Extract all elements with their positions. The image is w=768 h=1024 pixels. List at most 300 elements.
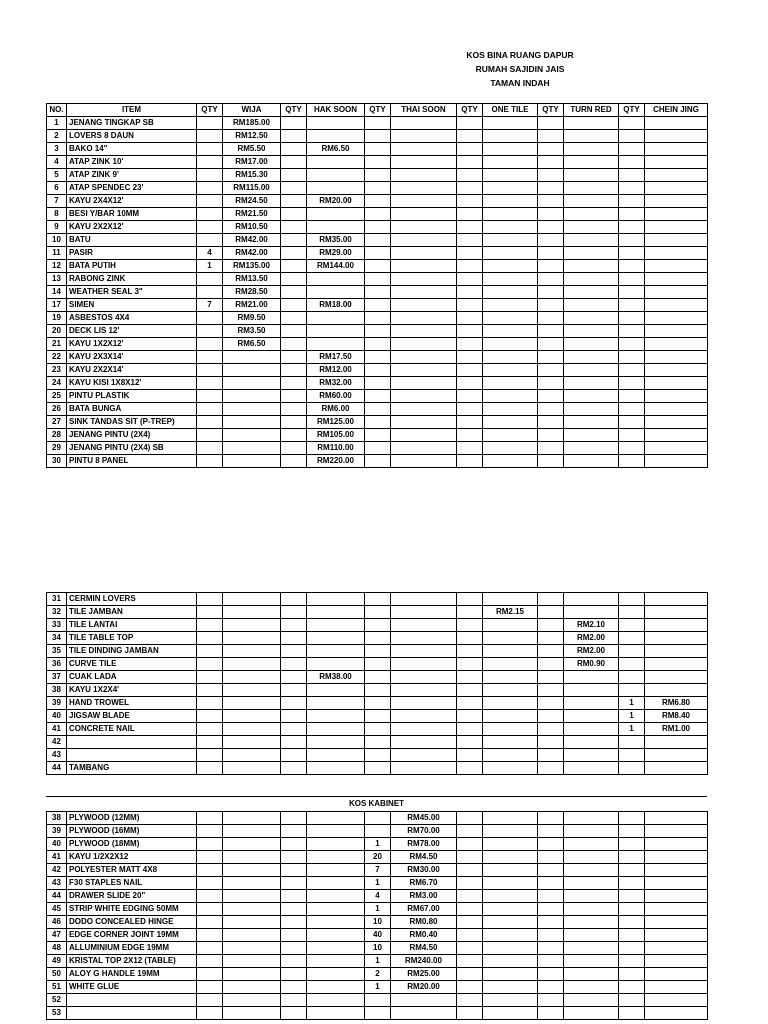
cell-wija: RM5.50 — [223, 143, 281, 156]
cell-qty-turn-red — [538, 351, 564, 364]
cell-wija — [223, 697, 281, 710]
cell-qty-chein-jing — [619, 312, 645, 325]
cell-qty-hak-soon — [281, 247, 307, 260]
cell-wija — [223, 606, 281, 619]
cell-one-tile — [483, 351, 538, 364]
cell-qty-one-tile — [457, 671, 483, 684]
cell-qty-thai-soon — [365, 710, 391, 723]
cell-no: 43 — [47, 877, 67, 890]
cell-qty-one-tile — [457, 955, 483, 968]
cell-item: BATA BUNGA — [67, 403, 197, 416]
cell-qty-hak-soon — [281, 671, 307, 684]
cell-qty-turn-red — [538, 812, 564, 825]
cell-qty-turn-red — [538, 619, 564, 632]
cell-turn-red — [564, 710, 619, 723]
cell-qty-thai-soon: 1 — [365, 838, 391, 851]
cell-thai-soon — [391, 182, 457, 195]
cell-turn-red — [564, 1007, 619, 1020]
table-row — [47, 338, 708, 351]
cell-qty-thai-soon: 10 — [365, 916, 391, 929]
cell-qty-thai-soon — [365, 312, 391, 325]
cell-one-tile — [483, 377, 538, 390]
cell-one-tile — [483, 736, 538, 749]
cell-one-tile — [483, 312, 538, 325]
cell-qty-chein-jing — [619, 351, 645, 364]
cell-hak-soon — [307, 697, 365, 710]
cell-qty-wija — [197, 645, 223, 658]
cell-wija: RM115.00 — [223, 182, 281, 195]
cell-no: 42 — [47, 736, 67, 749]
cell-one-tile — [483, 968, 538, 981]
cell-qty-wija — [197, 838, 223, 851]
cell-qty-turn-red — [538, 182, 564, 195]
cell-hak-soon — [307, 117, 365, 130]
cell-qty-one-tile — [457, 442, 483, 455]
cell-qty-chein-jing — [619, 403, 645, 416]
cell-hak-soon: RM29.00 — [307, 247, 365, 260]
cell-hak-soon: RM17.50 — [307, 351, 365, 364]
cell-qty-one-tile — [457, 156, 483, 169]
cell-qty-hak-soon — [281, 736, 307, 749]
table-header-row — [47, 104, 708, 117]
cell-qty-one-tile — [457, 325, 483, 338]
cell-wija — [223, 877, 281, 890]
cell-chein-jing — [645, 606, 708, 619]
cell-item: TILE JAMBAN — [67, 606, 197, 619]
cell-qty-chein-jing — [619, 338, 645, 351]
cell-no: 1 — [47, 117, 67, 130]
cell-qty-turn-red — [538, 247, 564, 260]
table-row — [47, 890, 708, 903]
cell-qty-turn-red — [538, 143, 564, 156]
cell-chein-jing — [645, 221, 708, 234]
cell-chein-jing — [645, 684, 708, 697]
cell-qty-wija — [197, 377, 223, 390]
cell-qty-wija: 1 — [197, 260, 223, 273]
cell-no: 41 — [47, 851, 67, 864]
cell-qty-chein-jing — [619, 825, 645, 838]
cell-wija: RM135.00 — [223, 260, 281, 273]
cell-item: PLYWOOD (12MM) — [67, 812, 197, 825]
cell-turn-red — [564, 429, 619, 442]
cell-qty-chein-jing — [619, 325, 645, 338]
cell-thai-soon — [391, 247, 457, 260]
cell-thai-soon — [391, 416, 457, 429]
header-turn-red: TURN RED — [564, 104, 619, 117]
cell-qty-wija — [197, 916, 223, 929]
cell-chein-jing — [645, 890, 708, 903]
cell-qty-hak-soon — [281, 455, 307, 468]
cell-turn-red — [564, 416, 619, 429]
cell-chein-jing: RM8.40 — [645, 710, 708, 723]
table-row — [47, 143, 708, 156]
cell-wija — [223, 955, 281, 968]
cell-no: 23 — [47, 364, 67, 377]
cell-turn-red — [564, 403, 619, 416]
cell-qty-turn-red — [538, 994, 564, 1007]
cell-qty-turn-red — [538, 130, 564, 143]
cell-item: BATU — [67, 234, 197, 247]
cell-qty-hak-soon — [281, 749, 307, 762]
cell-thai-soon: RM78.00 — [391, 838, 457, 851]
cell-turn-red — [564, 994, 619, 1007]
cell-thai-soon — [391, 442, 457, 455]
header-qty-thai-soon: QTY — [365, 104, 391, 117]
cell-one-tile — [483, 169, 538, 182]
cell-thai-soon — [391, 658, 457, 671]
cell-thai-soon — [391, 749, 457, 762]
cell-hak-soon — [307, 606, 365, 619]
cell-qty-thai-soon: 40 — [365, 929, 391, 942]
cell-wija: RM9.50 — [223, 312, 281, 325]
cell-thai-soon — [391, 169, 457, 182]
header-thai-soon: THAI SOON — [391, 104, 457, 117]
cell-qty-wija — [197, 143, 223, 156]
cell-qty-wija — [197, 632, 223, 645]
cell-qty-wija — [197, 195, 223, 208]
cell-turn-red — [564, 671, 619, 684]
cell-wija — [223, 710, 281, 723]
cell-one-tile — [483, 619, 538, 632]
cell-wija — [223, 390, 281, 403]
cell-qty-wija: 4 — [197, 247, 223, 260]
cell-thai-soon — [391, 130, 457, 143]
cell-wija — [223, 864, 281, 877]
cell-qty-wija — [197, 234, 223, 247]
cell-qty-thai-soon: 2 — [365, 968, 391, 981]
cell-no: 35 — [47, 645, 67, 658]
cell-qty-wija: 7 — [197, 299, 223, 312]
cell-wija — [223, 825, 281, 838]
cell-hak-soon — [307, 273, 365, 286]
cell-wija — [223, 749, 281, 762]
cell-one-tile — [483, 299, 538, 312]
cell-hak-soon — [307, 981, 365, 994]
cell-item: JENANG TINGKAP SB — [67, 117, 197, 130]
cell-chein-jing — [645, 169, 708, 182]
cell-qty-thai-soon — [365, 658, 391, 671]
cell-one-tile — [483, 994, 538, 1007]
cell-item: F30 STAPLES NAIL — [67, 877, 197, 890]
cell-qty-turn-red — [538, 390, 564, 403]
cell-no: 38 — [47, 812, 67, 825]
cell-qty-thai-soon — [365, 169, 391, 182]
cell-thai-soon — [391, 593, 457, 606]
cell-item: BATA PUTIH — [67, 260, 197, 273]
table-row — [47, 723, 708, 736]
cell-qty-thai-soon — [365, 442, 391, 455]
cell-no: 9 — [47, 221, 67, 234]
cell-one-tile — [483, 195, 538, 208]
cell-chein-jing — [645, 864, 708, 877]
cell-turn-red — [564, 117, 619, 130]
cell-qty-wija — [197, 593, 223, 606]
cell-qty-hak-soon — [281, 838, 307, 851]
cell-qty-wija — [197, 364, 223, 377]
cell-item: TILE TABLE TOP — [67, 632, 197, 645]
table-row — [47, 671, 708, 684]
cell-qty-thai-soon — [365, 697, 391, 710]
cell-qty-turn-red — [538, 916, 564, 929]
cell-qty-turn-red — [538, 455, 564, 468]
cell-qty-wija — [197, 942, 223, 955]
cell-one-tile — [483, 364, 538, 377]
cell-wija: RM6.50 — [223, 338, 281, 351]
cell-no: 49 — [47, 955, 67, 968]
cell-thai-soon — [391, 377, 457, 390]
cell-qty-turn-red — [538, 955, 564, 968]
cell-qty-hak-soon — [281, 606, 307, 619]
cell-qty-turn-red — [538, 645, 564, 658]
cell-qty-one-tile — [457, 890, 483, 903]
cell-thai-soon: RM240.00 — [391, 955, 457, 968]
cell-wija — [223, 684, 281, 697]
cell-wija: RM12.50 — [223, 130, 281, 143]
cell-qty-chein-jing — [619, 299, 645, 312]
cell-one-tile — [483, 955, 538, 968]
cell-turn-red — [564, 299, 619, 312]
cell-qty-turn-red — [538, 864, 564, 877]
cell-item — [67, 1007, 197, 1020]
cell-qty-chein-jing — [619, 903, 645, 916]
table-row — [47, 825, 708, 838]
cell-turn-red — [564, 825, 619, 838]
cell-item: KAYU 2X4X12' — [67, 195, 197, 208]
cell-qty-turn-red — [538, 838, 564, 851]
cell-qty-chein-jing — [619, 812, 645, 825]
cell-qty-thai-soon: 7 — [365, 864, 391, 877]
cell-turn-red — [564, 182, 619, 195]
cell-qty-wija — [197, 1007, 223, 1020]
cell-wija — [223, 403, 281, 416]
cell-qty-one-tile — [457, 825, 483, 838]
cell-qty-wija — [197, 221, 223, 234]
cell-hak-soon — [307, 955, 365, 968]
cell-qty-one-tile — [457, 981, 483, 994]
cell-qty-wija — [197, 955, 223, 968]
cell-qty-hak-soon — [281, 942, 307, 955]
table-row — [47, 710, 708, 723]
cell-turn-red — [564, 684, 619, 697]
cell-turn-red — [564, 247, 619, 260]
cell-qty-chein-jing — [619, 130, 645, 143]
cell-qty-chein-jing: 1 — [619, 723, 645, 736]
cell-qty-turn-red — [538, 169, 564, 182]
cell-chein-jing — [645, 247, 708, 260]
cell-qty-thai-soon — [365, 156, 391, 169]
cell-qty-one-tile — [457, 710, 483, 723]
cell-wija — [223, 723, 281, 736]
table-row — [47, 403, 708, 416]
cell-qty-hak-soon — [281, 234, 307, 247]
header-qty-wija: QTY — [197, 104, 223, 117]
cell-wija: RM21.50 — [223, 208, 281, 221]
table-row — [47, 851, 708, 864]
table-row — [47, 247, 708, 260]
cell-qty-thai-soon — [365, 455, 391, 468]
cell-wija — [223, 658, 281, 671]
cell-wija: RM17.00 — [223, 156, 281, 169]
cell-chein-jing — [645, 903, 708, 916]
cell-qty-chein-jing — [619, 877, 645, 890]
cell-turn-red — [564, 286, 619, 299]
cell-qty-one-tile — [457, 117, 483, 130]
cell-hak-soon — [307, 169, 365, 182]
table-row — [47, 736, 708, 749]
cell-qty-turn-red — [538, 403, 564, 416]
cell-no: 19 — [47, 312, 67, 325]
cell-qty-one-tile — [457, 403, 483, 416]
table-row — [47, 429, 708, 442]
cell-wija — [223, 929, 281, 942]
cell-qty-thai-soon — [365, 338, 391, 351]
cell-wija: RM185.00 — [223, 117, 281, 130]
cell-one-tile — [483, 877, 538, 890]
cell-qty-thai-soon — [365, 390, 391, 403]
cell-thai-soon — [391, 312, 457, 325]
cell-no: 42 — [47, 864, 67, 877]
cell-qty-turn-red — [538, 156, 564, 169]
cell-hak-soon — [307, 749, 365, 762]
cell-no: 3 — [47, 143, 67, 156]
cell-qty-chein-jing — [619, 762, 645, 775]
cell-wija — [223, 442, 281, 455]
cell-qty-thai-soon — [365, 416, 391, 429]
cell-no: 8 — [47, 208, 67, 221]
cell-no: 29 — [47, 442, 67, 455]
cell-no: 43 — [47, 749, 67, 762]
cell-hak-soon: RM20.00 — [307, 195, 365, 208]
cell-no: 44 — [47, 762, 67, 775]
cell-qty-wija — [197, 286, 223, 299]
cell-one-tile — [483, 260, 538, 273]
cell-qty-chein-jing — [619, 377, 645, 390]
cell-qty-thai-soon — [365, 825, 391, 838]
cell-hak-soon — [307, 890, 365, 903]
cell-qty-one-tile — [457, 273, 483, 286]
table-row — [47, 684, 708, 697]
cell-qty-turn-red — [538, 968, 564, 981]
cell-one-tile — [483, 117, 538, 130]
cell-item: DECK LIS 12' — [67, 325, 197, 338]
cell-wija — [223, 593, 281, 606]
cell-no: 11 — [47, 247, 67, 260]
cell-qty-thai-soon: 1 — [365, 955, 391, 968]
cell-qty-turn-red — [538, 762, 564, 775]
cell-chein-jing — [645, 416, 708, 429]
cell-wija — [223, 671, 281, 684]
cell-qty-thai-soon — [365, 221, 391, 234]
cell-one-tile — [483, 130, 538, 143]
cell-turn-red — [564, 364, 619, 377]
cell-qty-turn-red — [538, 1007, 564, 1020]
cell-item: ALOY G HANDLE 19MM — [67, 968, 197, 981]
cell-qty-hak-soon — [281, 312, 307, 325]
cell-qty-turn-red — [538, 671, 564, 684]
cell-one-tile — [483, 593, 538, 606]
cell-chein-jing — [645, 1007, 708, 1020]
cell-wija — [223, 351, 281, 364]
cell-no: 20 — [47, 325, 67, 338]
cell-one-tile — [483, 916, 538, 929]
cell-qty-wija — [197, 312, 223, 325]
cell-qty-wija — [197, 736, 223, 749]
cell-no: 25 — [47, 390, 67, 403]
cell-chein-jing — [645, 182, 708, 195]
cell-item: LOVERS 8 DAUN — [67, 130, 197, 143]
table-row — [47, 929, 708, 942]
cell-thai-soon — [391, 723, 457, 736]
cell-item: SIMEN — [67, 299, 197, 312]
cell-qty-thai-soon — [365, 143, 391, 156]
cell-wija: RM15.30 — [223, 169, 281, 182]
cell-chein-jing — [645, 299, 708, 312]
cell-qty-wija — [197, 877, 223, 890]
cell-turn-red — [564, 221, 619, 234]
cell-qty-turn-red — [538, 273, 564, 286]
cell-qty-hak-soon — [281, 169, 307, 182]
cell-item: ATAP ZINK 9' — [67, 169, 197, 182]
cell-hak-soon — [307, 208, 365, 221]
cell-thai-soon: RM45.00 — [391, 812, 457, 825]
table-row — [47, 838, 708, 851]
cell-hak-soon — [307, 994, 365, 1007]
cell-qty-hak-soon — [281, 208, 307, 221]
cell-qty-turn-red — [538, 929, 564, 942]
cell-qty-one-tile — [457, 749, 483, 762]
cell-qty-thai-soon: 20 — [365, 851, 391, 864]
cell-hak-soon — [307, 877, 365, 890]
table-row — [47, 377, 708, 390]
cell-item: KAYU 1/2X2X12 — [67, 851, 197, 864]
cell-qty-chein-jing — [619, 442, 645, 455]
cell-one-tile — [483, 143, 538, 156]
cell-hak-soon — [307, 851, 365, 864]
cell-chein-jing — [645, 593, 708, 606]
cell-qty-hak-soon — [281, 390, 307, 403]
cell-turn-red — [564, 195, 619, 208]
cell-qty-thai-soon — [365, 593, 391, 606]
cell-qty-one-tile — [457, 195, 483, 208]
cell-hak-soon — [307, 1007, 365, 1020]
cell-qty-thai-soon — [365, 671, 391, 684]
cell-one-tile — [483, 762, 538, 775]
cell-qty-thai-soon — [365, 299, 391, 312]
cell-qty-wija — [197, 890, 223, 903]
cell-turn-red — [564, 442, 619, 455]
cell-thai-soon — [391, 697, 457, 710]
cell-qty-chein-jing — [619, 890, 645, 903]
title-line-1: KOS BINA RUANG DAPUR — [466, 50, 574, 60]
cell-hak-soon — [307, 338, 365, 351]
cell-no: 7 — [47, 195, 67, 208]
cell-wija — [223, 736, 281, 749]
cell-qty-hak-soon — [281, 442, 307, 455]
cell-qty-hak-soon — [281, 351, 307, 364]
cell-no: 27 — [47, 416, 67, 429]
header-one-tile: ONE TILE — [483, 104, 538, 117]
cell-hak-soon — [307, 312, 365, 325]
cell-qty-one-tile — [457, 942, 483, 955]
cell-qty-wija — [197, 851, 223, 864]
cell-qty-chein-jing: 1 — [619, 710, 645, 723]
cell-qty-thai-soon — [365, 645, 391, 658]
cell-no: 50 — [47, 968, 67, 981]
cell-chein-jing — [645, 195, 708, 208]
cell-no: 17 — [47, 299, 67, 312]
cell-turn-red — [564, 838, 619, 851]
cell-wija — [223, 812, 281, 825]
